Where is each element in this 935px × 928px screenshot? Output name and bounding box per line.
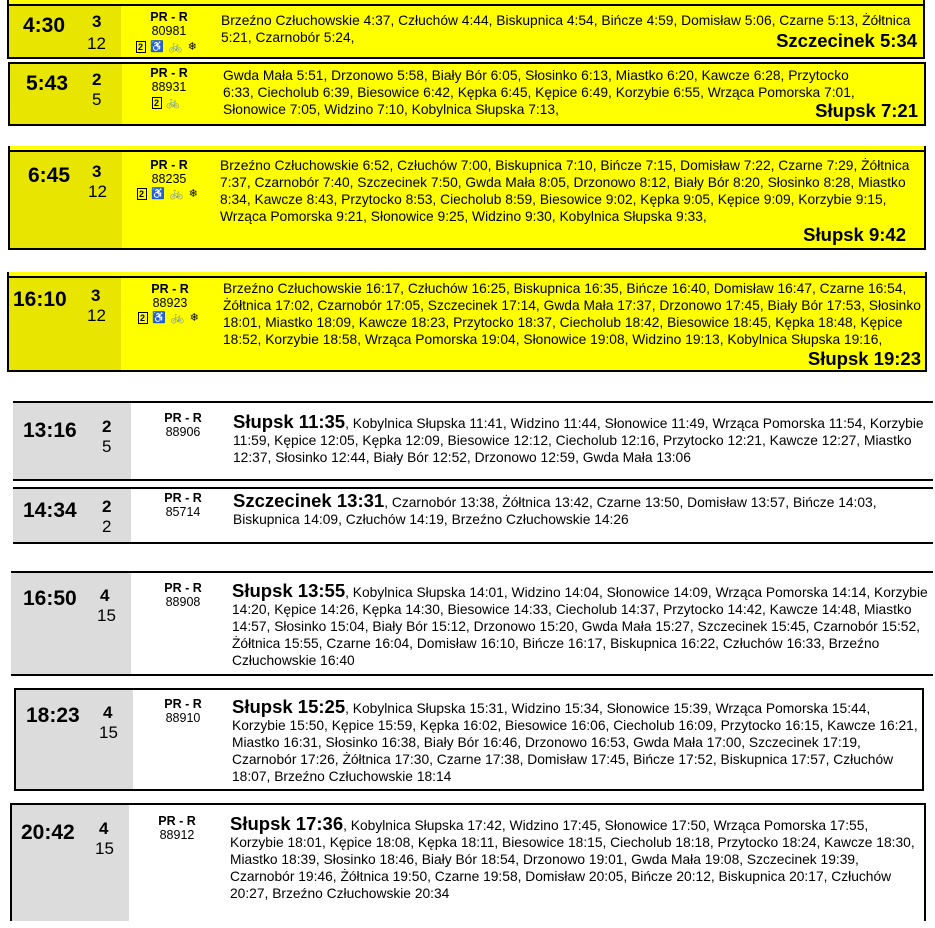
wheelchair-icon: ♿	[151, 188, 166, 200]
platform-number: 4	[99, 819, 109, 838]
intermediate-stops: Brzeźno Człuchowskie 16:17, Człuchów 16:25, Biskupnica 16:35, Bińcze 16:40, Domisław 16:47, Czarne 16:54, Żółtnica 17:02, Czarnobór 17:05, Szczecinek 17:14, Gwda Mała 17:37, Drzonowo 17:45, Biały Bór 17:53, Słosinko 18:01, Miastko 18:09, Kawcze 18:23, Przytocko 18:37, Ciecholub 18:42, Biesowice 18:45, Kępka 18:48, Kępice 18:52, Korzybie 18:58, Wrząca Pomorska 19:04, Słonowice 19:08, Widzino 19:13, Kobylnica Słupska 19:16,	[223, 281, 921, 347]
train-info	[135, 158, 203, 186]
second-class-icon: 2	[140, 313, 147, 323]
track-number: 5	[102, 437, 112, 456]
origin-station: Słupsk 11:35	[233, 411, 346, 432]
train-number: 85714	[165, 505, 201, 519]
train-info	[143, 814, 211, 842]
departure-row	[8, 62, 926, 126]
train-number: 88923	[152, 296, 188, 310]
bicycle-icon: 🚲	[166, 97, 181, 109]
train-number: 88912	[159, 828, 195, 842]
arrival-row	[13, 487, 933, 544]
origin-station: Słupsk 17:36	[230, 813, 344, 834]
platform-number: 2	[92, 70, 102, 89]
origin-station: Słupsk 15:25	[232, 696, 346, 717]
departure-time: 5:43	[26, 72, 69, 95]
departure-row	[7, 276, 927, 372]
train-info	[135, 66, 203, 94]
service-type: PR - R	[164, 491, 202, 505]
track-number: 15	[95, 839, 114, 858]
departure-time: 4:30	[23, 14, 66, 37]
track-number: 12	[87, 306, 106, 325]
track-number: 15	[97, 606, 116, 625]
route-stops	[232, 698, 922, 785]
track-number: 12	[88, 182, 107, 201]
route-stops	[233, 492, 935, 528]
snowflake-icon: ❄	[189, 312, 200, 324]
arrival-time: 20:42	[21, 821, 75, 844]
platform-number: 2	[102, 417, 112, 436]
intermediate-stops: , Czarnobór 13:38, Żółtnica 13:42, Czarne 13:50, Domisław 13:57, Bińcze 14:03, Biskupnica 14:09, Człuchów 14:19, Brzeźno Człuchowskie 14:26	[233, 495, 877, 527]
route-stops	[230, 815, 920, 902]
track-number: 5	[92, 90, 102, 109]
service-type: PR - R	[150, 158, 188, 172]
intermediate-stops: , Kobylnica Słupska 17:42, Widzino 17:45, Słonowice 17:50, Wrząca Pomorska 17:55, Korzybie 18:01, Kępice 18:08, Kępka 18:11, Biesowice 18:15, Ciecholub 18:18, Przytocko 18:24, Kawcze 18:30, Miastko 18:39, Słosinko 18:46, Biały Bór 18:54, Drzonowo 19:01, Gwda Mała 19:08, Szczecinek 19:39, Czarnobór 19:46, Żółtnica 19:50, Czarne 19:58, Domisław 20:05, Bińcze 20:12, Biskupnica 20:17, Człuchów 20:27, Brzeźno Człuchowskie 20:34	[230, 818, 915, 901]
train-number: 88906	[165, 425, 201, 439]
snowflake-icon: ❄	[187, 41, 198, 53]
arrival-time: 13:16	[23, 419, 77, 442]
train-number: 88235	[151, 172, 187, 186]
wheelchair-icon: ♿	[150, 41, 165, 53]
service-type: PR - R	[164, 411, 202, 425]
destination: Słupsk 7:21	[815, 100, 918, 121]
second-class-icon: 2	[154, 98, 161, 108]
destination: Słupsk 9:42	[803, 224, 906, 245]
wheelchair-icon: ♿	[152, 312, 167, 324]
platform-number: 3	[92, 162, 102, 181]
arrival-time: 14:34	[23, 499, 77, 522]
track-number: 15	[99, 723, 118, 742]
intermediate-stops: , Kobylnica Słupska 15:31, Widzino 15:34, Słonowice 15:39, Wrząca Pomorska 15:44, Korzybie 15:50, Kępice 15:59, Kępka 16:02, Biesowice 16:06, Ciecholub 16:09, Przytocko 16:15, Kawcze 16:21, Miastko 16:31, Słosinko 16:38, Biały Bór 16:46, Drzonowo 16:53, Gwda Mała 17:00, Szczecinek 17:19, Czarnobór 17:26, Żółtnica 17:30, Czarne 17:38, Domisław 17:45, Bińcze 17:52, Biskupnica 17:57, Człuchów 18:07, Brzeźno Człuchowskie 18:14	[232, 701, 918, 784]
departure-row	[8, 150, 926, 250]
train-number: 80981	[151, 24, 187, 38]
snowflake-icon: ❄	[188, 188, 199, 200]
route-stops	[232, 582, 932, 669]
train-info	[136, 282, 204, 310]
intermediate-stops: , Kobylnica Słupska 11:41, Widzino 11:44, Słonowice 11:49, Wrząca Pomorska 11:54, Korzybie 11:59, Kępice 12:05, Kępka 12:09, Biesowice 12:12, Ciecholub 12:16, Przytocko 12:21, Kawcze 12:27, Miastko 12:37, Słosinko 12:44, Biały Bór 12:52, Drzonowo 12:59, Gwda Mała 13:06	[233, 416, 924, 465]
facility-icons	[138, 311, 200, 324]
departure-row	[7, 4, 925, 59]
train-info	[149, 491, 217, 519]
facility-icons	[136, 40, 198, 53]
origin-station: Szczecinek 13:31	[233, 490, 385, 511]
train-number: 88908	[165, 595, 201, 609]
facility-icons	[152, 96, 181, 109]
service-type: PR - R	[158, 814, 196, 828]
service-type: PR - R	[164, 697, 202, 711]
service-type: PR - R	[151, 282, 189, 296]
arrival-row	[10, 803, 926, 921]
second-class-icon: 2	[139, 189, 146, 199]
arrival-row	[11, 571, 933, 676]
platform-number: 3	[91, 286, 101, 305]
platform-number: 4	[103, 703, 113, 722]
arrival-time: 18:23	[26, 704, 80, 727]
destination: Słupsk 19:23	[807, 348, 921, 369]
train-info	[149, 581, 217, 609]
arrival-row	[13, 401, 933, 481]
arrival-time: 16:50	[23, 587, 77, 610]
intermediate-stops: , Kobylnica Słupska 14:01, Widzino 14:04, Słonowice 14:09, Wrząca Pomorska 14:14, Korzybie 14:20, Kępice 14:26, Kępka 14:30, Biesowice 14:33, Ciecholub 14:37, Przytocko 14:42, Kawcze 14:48, Miastko 14:57, Słosinko 15:04, Biały Bór 15:12, Drzonowo 15:20, Gwda Mała 15:27, Szczecinek 15:45, Czarnobór 15:52, Żółtnica 15:55, Czarne 16:04, Domisław 16:10, Bińcze 16:17, Biskupnica 16:22, Człuchów 16:33, Brzeźno Człuchowskie 16:40	[232, 585, 928, 668]
train-info	[149, 411, 217, 439]
service-type: PR - R	[164, 581, 202, 595]
intermediate-stops: Brzeźno Człuchowskie 4:37, Człuchów 4:44, Biskupnica 4:54, Bińcze 4:59, Domisław 5:06, Czarne 5:13, Żółtnica 5:21, Czarnobór 5:24,	[221, 13, 911, 45]
intermediate-stops: Gwda Mała 5:51, Drzonowo 5:58, Biały Bór 6:05, Słosinko 6:13, Miastko 6:20, Kawcze 6:28, Przytocko 6:33, Ciecholub 6:39, Biesowice 6:42, Kępka 6:45, Kępice 6:49, Korzybie 6:55, Wrząca Pomorska 7:01, Słonowice 7:05, Widzino 7:10, Kobylnica Słupska 7:13,	[223, 68, 855, 117]
train-info	[135, 10, 203, 38]
intermediate-stops: Brzeźno Człuchowskie 6:52, Człuchów 7:00, Biskupnica 7:10, Bińcze 7:15, Domisław 7:22, Czarne 7:29, Żółtnica 7:37, Czarnobór 7:40, Szczecinek 7:50, Gwda Mała 8:05, Drzonowo 8:12, Biały Bór 8:20, Słosinko 8:28, Miastko 8:34, Kawcze 8:43, Przytocko 8:53, Ciecholub 8:59, Biesowice 9:02, Kępka 9:05, Kępice 9:09, Korzybie 9:15, Wrząca Pomorska 9:21, Słonowice 9:25, Widzino 9:30, Kobylnica Słupska 9:33,	[220, 158, 910, 224]
platform-number: 2	[102, 497, 112, 516]
service-type: PR - R	[150, 10, 188, 24]
origin-station: Słupsk 13:55	[232, 580, 346, 601]
train-info	[149, 697, 217, 725]
departure-time: 16:10	[13, 288, 67, 311]
bicycle-icon: 🚲	[169, 188, 185, 200]
train-number: 88910	[165, 711, 201, 725]
track-number: 2	[102, 517, 112, 536]
track-number: 12	[87, 34, 106, 53]
platform-number: 3	[92, 12, 102, 31]
route-stops	[233, 413, 928, 466]
facility-icons	[137, 187, 199, 200]
platform-number: 4	[100, 586, 110, 605]
departure-time: 6:45	[28, 164, 71, 187]
bicycle-icon: 🚲	[168, 41, 184, 53]
bicycle-icon: 🚲	[170, 312, 186, 324]
second-class-icon: 2	[138, 42, 145, 52]
service-type: PR - R	[150, 66, 188, 80]
destination: Szczecinek 5:34	[776, 30, 917, 51]
train-number: 88931	[151, 80, 187, 94]
arrival-row	[14, 688, 924, 791]
